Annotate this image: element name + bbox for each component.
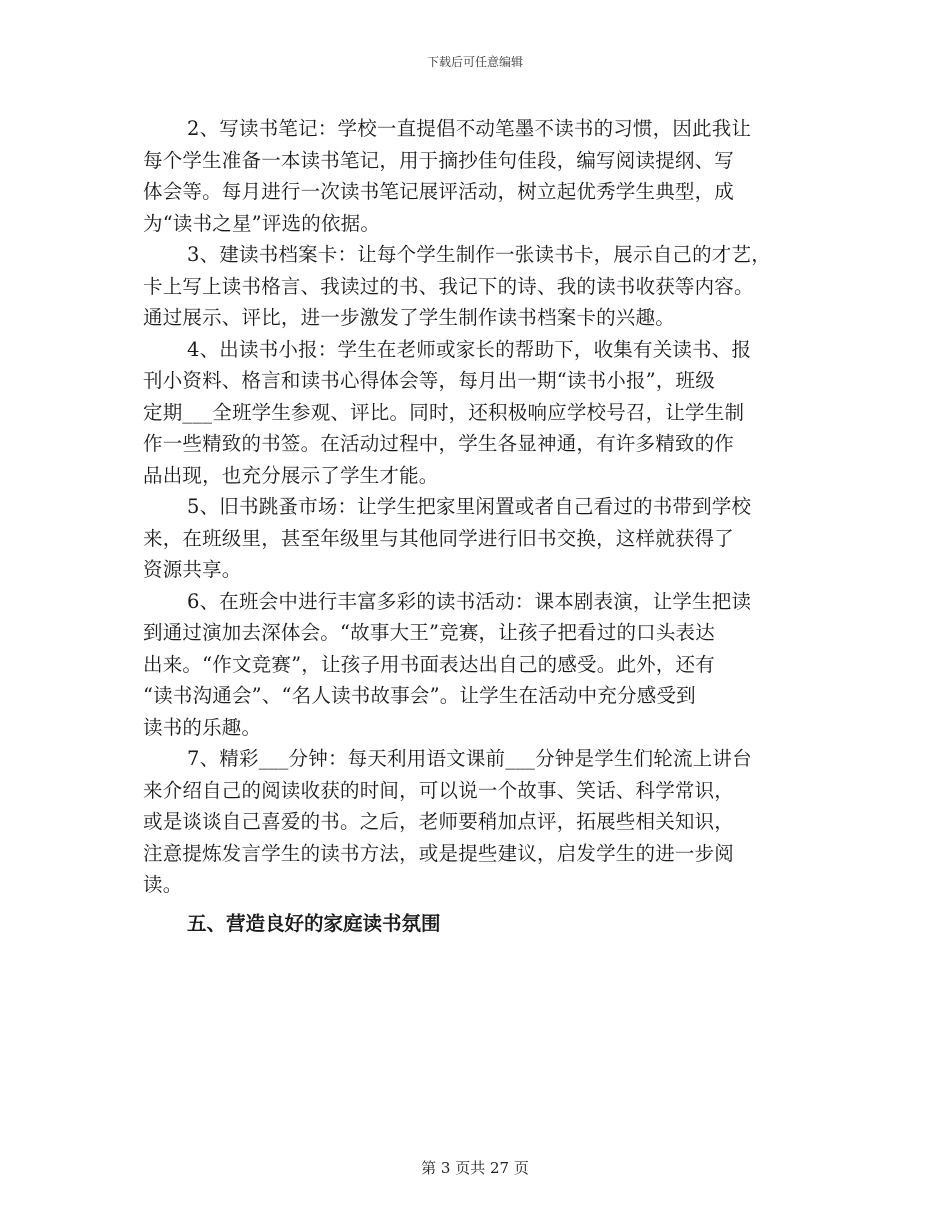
text-line: 通过展示、评比，进一步激发了学生制作读书档案卡的兴趣。: [143, 306, 675, 329]
text-line: 注意提炼发言学生的读书方法，或是提些建议，启发学生的进一步阅: [143, 841, 735, 865]
text-line: 3、建读书档案卡：让每个学生制作一张读书卡，展示自己的才艺，: [187, 243, 771, 266]
text-line: 为“读书之星”评选的依据。: [143, 211, 381, 235]
text-line: 出来。“作文竞赛”，让孩子用书面表达出自己的感受。此外，还有: [143, 652, 715, 676]
text-line: 体会等。每月进行一次读书笔记展评活动，树立起优秀学生典型，成: [143, 180, 735, 203]
paragraph-reading-newsletter: [143, 334, 809, 492]
paragraph-class-activities: [143, 586, 809, 744]
text-line: 作一些精致的书签。在活动过程中，学生各显神通，有许多精致的作: [143, 432, 735, 455]
text-line: 读书的乐趣。: [143, 715, 262, 739]
document-body: [143, 113, 809, 939]
text-line: 来，在班级里，甚至年级里与其他同学进行旧书交换，这样就获得了: [143, 526, 735, 550]
text-line: 品出现，也充分展示了学生才能。: [143, 463, 439, 487]
text-line: 定期___全班学生参观、评比。同时，还积极响应学校号召，让学生制: [143, 400, 745, 424]
text-line: 资源共享。: [143, 558, 242, 581]
text-line: 7、精彩___分钟：每天利用语文课前___分钟是学生们轮流上讲台: [187, 747, 752, 770]
paragraph-reading-notes: [143, 113, 809, 239]
paragraph-book-market: [143, 491, 809, 586]
section-heading: 五、营造良好的家庭读书氛围: [187, 911, 441, 935]
paragraph-wonderful-minutes: [143, 743, 809, 901]
text-line: 刊小资料、格言和读书心得体会等，每月出一期“读书小报”，班级: [143, 369, 715, 392]
text-line: 2、写读书笔记：学校一直提倡不动笔墨不读书的习惯，因此我让: [187, 117, 752, 140]
paragraph-reading-card: [143, 239, 809, 334]
text-line: 每个学生准备一本读书笔记，用于摘抄佳句佳段，编写阅读提纲、写: [143, 148, 735, 172]
text-line: 到通过演加去深体会。“故事大王”竞赛，让孩子把看过的口头表达: [143, 621, 715, 644]
text-line: 读。: [143, 873, 183, 896]
page-header: 下载后可任意编辑: [426, 55, 523, 69]
text-line: 5、旧书跳蚤市场：让学生把家里闲置或者自己看过的书带到学校: [187, 495, 752, 518]
text-line: 卡上写上读书格言、我读过的书、我记下的诗、我的读书收获等内容。: [143, 274, 754, 298]
text-line: 或是谈谈自己喜爱的书。之后，老师要稍加点评，拓展些相关知识，: [143, 810, 735, 833]
page-footer: 第 3 页共 27 页: [421, 1159, 529, 1177]
text-line: 6、在班会中进行丰富多彩的读书活动：课本剧表演，让学生把读: [187, 589, 752, 613]
text-line: “读书沟通会”、“名人读书故事会”。让学生在活动中充分感受到: [143, 684, 696, 707]
text-line: 4、出读书小报：学生在老师或家长的帮助下，收集有关读书、报: [187, 337, 752, 361]
text-line: 来介绍自己的阅读收获的时间，可以说一个故事、笑话、科学常识，: [143, 778, 735, 802]
